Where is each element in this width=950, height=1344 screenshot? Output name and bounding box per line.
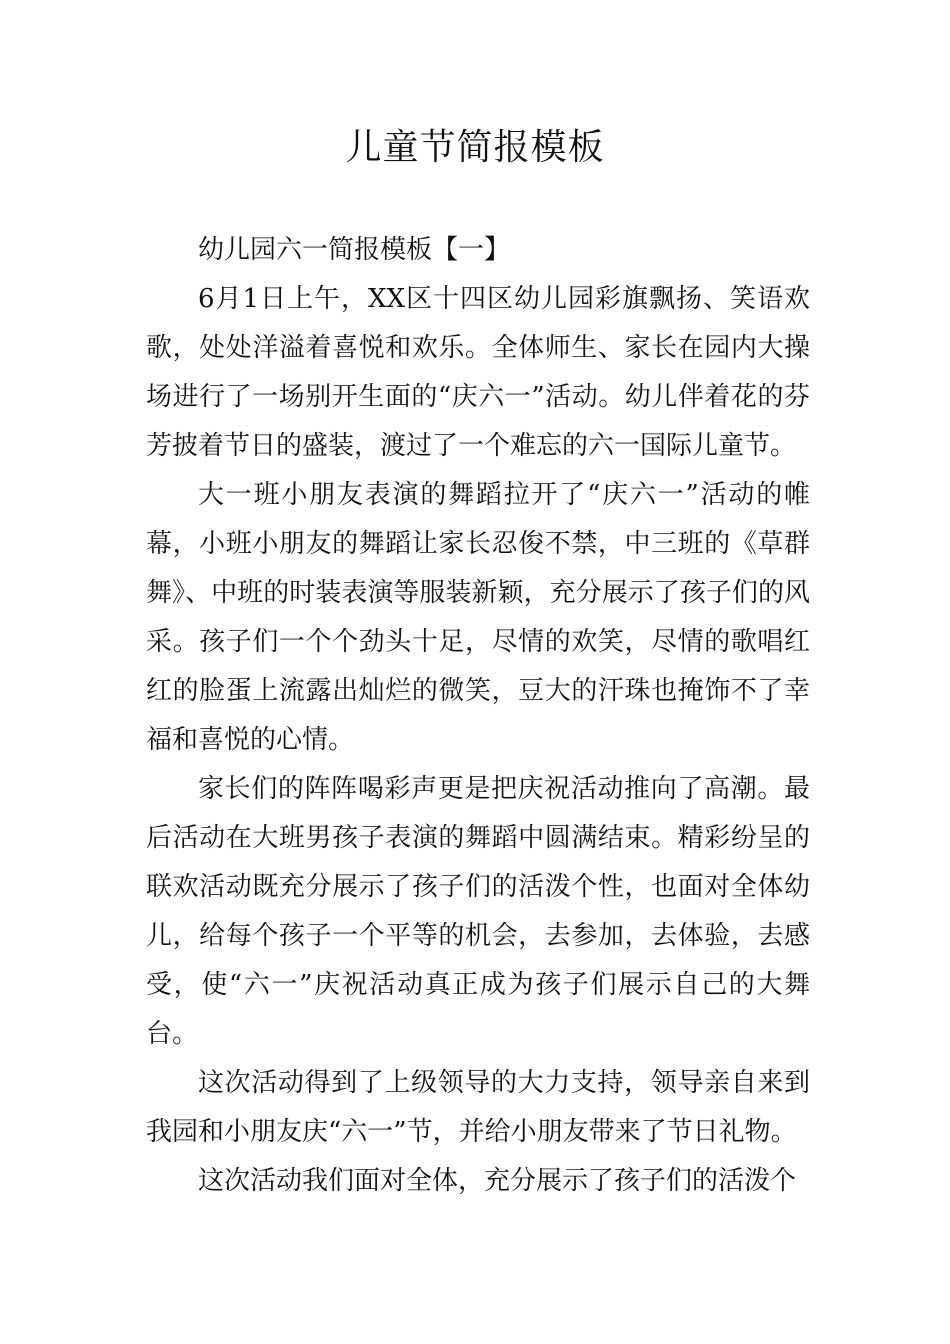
body-paragraph: 家长们的阵阵喝彩声更是把庆祝活动推向了高潮。最后活动在大班男孩子表演的舞蹈中圆满结束。精彩纷呈的联欢活动既充分展示了孩子们的活泼个性，也面对全体幼儿，给每个孩子一个平等的机会，去参加，去体验，去感受，使“六一”庆祝活动真正成为孩子们展示自己的大舞台。 bbox=[146, 774, 810, 1049]
document-title: 儿童节简报模板 bbox=[345, 127, 605, 168]
body-paragraph: 6月1日上午，XX区十四区幼儿园彩旗飘扬、笑语欢歌，处处洋溢着喜悦和欢乐。全体师生、家长在园内大操场进行了一场别开生面的“庆六一”活动。幼儿伴着花的芬芳披着节日的盛装，渡过了一个难忘的六一国际儿童节。 bbox=[146, 284, 810, 461]
body-paragraph: 这次活动得到了上级领导的大力支持，领导亲自来到我园和小朋友庆“六一”节，并给小朋友带来了节日礼物。 bbox=[146, 1068, 810, 1147]
section-heading: 幼儿园六一简报模板【一】 bbox=[198, 235, 511, 265]
body-paragraph: 大一班小朋友表演的舞蹈拉开了“庆六一”活动的帷幕，小班小朋友的舞蹈让家长忍俊不禁，中三班的《草群舞》、中班的时装表演等服装新颖，充分展示了孩子们的风采。孩子们一个个劲头十足，尽情的欢笑，尽情的歌唱红红的脸蛋上流露出灿烂的微笑，豆大的汗珠也掩饰不了幸福和喜悦的心情。 bbox=[146, 480, 810, 755]
document-body bbox=[146, 226, 810, 1206]
body-paragraph: 这次活动我们面对全体，充分展示了孩子们的活泼个 bbox=[198, 1166, 797, 1196]
